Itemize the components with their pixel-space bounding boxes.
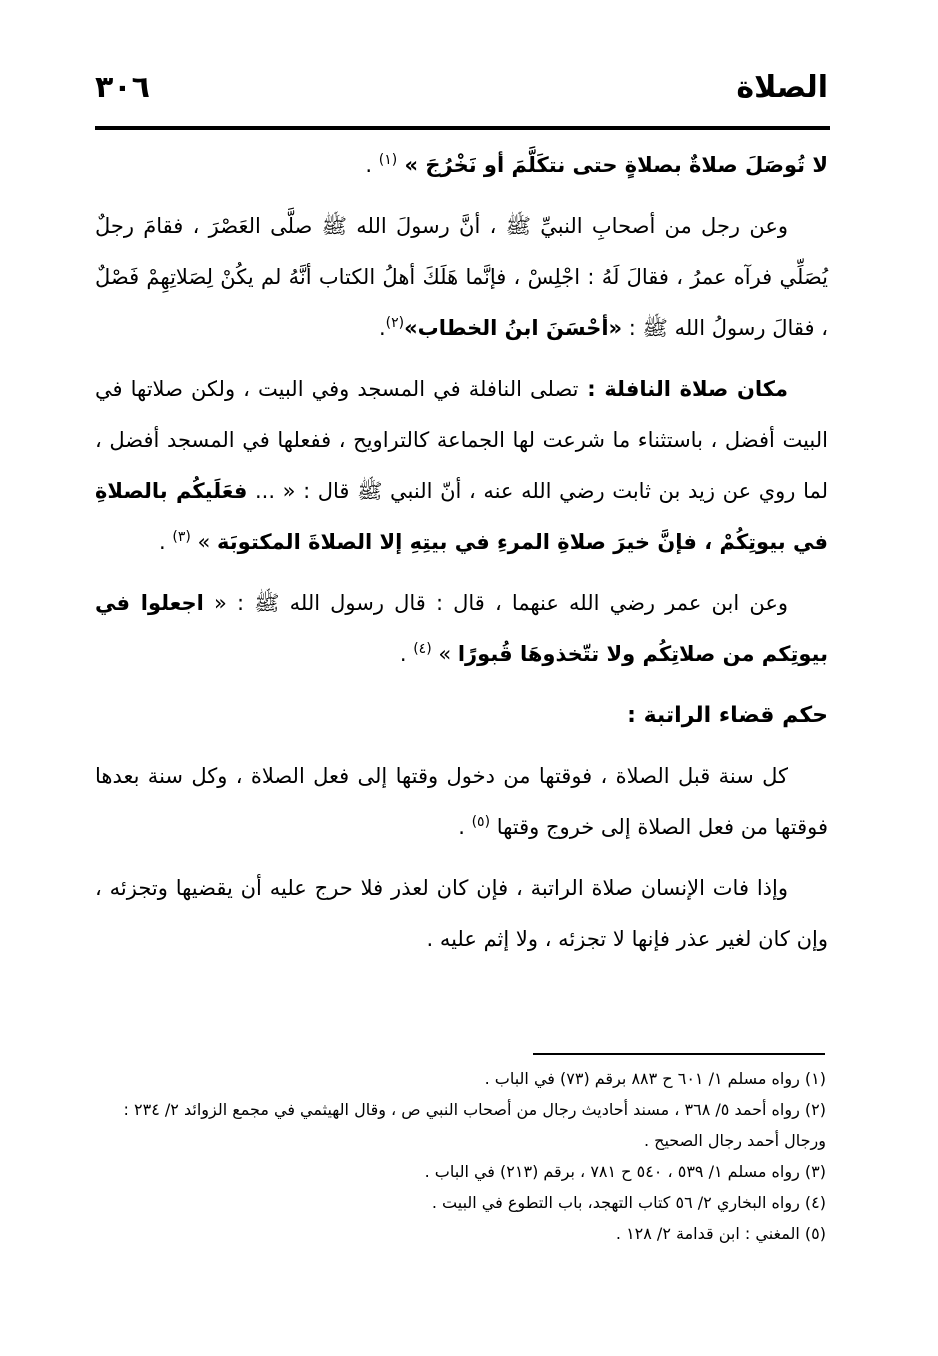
footnote-ref-4: (٤) [413, 641, 432, 657]
footnote-ref-2: (٢) [385, 315, 405, 331]
section-title-nafila-place: مكان صلاة النافلة : [578, 377, 788, 401]
footnote-2: (٢) رواه أحمد ٥/ ٣٦٨ ، مسند أحاديث رجال من أصحاب النبي ص ، وقال الهيثمي في مجمع الزوائد ٢/ ٢٣٤ : ورجال أحمد رجال الصحيح . [123, 1100, 826, 1150]
punctuation: . [378, 316, 386, 340]
paragraph-hadith-continuation [95, 140, 828, 191]
punctuation: . [159, 530, 173, 554]
footnote-ref-5: (٥) [471, 814, 491, 830]
quote-close: » [431, 642, 458, 666]
chapter-title: الصلاة [736, 70, 828, 105]
paragraph-missed-ratiba: وإذا فات الإنسان صلاة الراتبة ، فإن كان لعذر فلا حرج عليه أن يقضيها وتجزئه ، وإن كان لغير عذر فإنها لا تجزئه ، ولا إثم عليه . [95, 876, 828, 951]
page-header [95, 70, 828, 120]
hadith-quote: لا تُوصَلَ صلاةٌ بصلاةٍ حتى نتكَلَّمَ أو نَخْرُجَ » [397, 153, 828, 177]
narration-text: وعن ابن عمر رضي الله عنهما ، قال : قال رسول الله ﷺ : « [203, 591, 788, 615]
footnote-ref-1: (١) [378, 152, 398, 168]
ratiba-text: كل سنة قبل الصلاة ، فوقتها من دخول وقتها إلى فعل الصلاة ، وكل سنة بعدها فوقتها من فعل الصلاة إلى خروج وقتها [95, 764, 828, 839]
hadith-quote: «أحْسَنَ ابنُ الخطاب» [404, 316, 623, 340]
footnote-1: (١) رواه مسلم ١/ ٦٠١ ح ٨٨٣ برقم (٧٣) في الباب . [484, 1069, 826, 1088]
footnote-ref-3: (٣) [172, 529, 191, 545]
punctuation: . [399, 642, 414, 666]
quote-close: » [190, 530, 218, 554]
paragraph-ratiba-time [95, 751, 828, 853]
footnotes [95, 1063, 826, 1249]
punctuation: . [365, 153, 379, 177]
paragraph-companion-narration [95, 201, 828, 354]
narration-text: وعن رجل من أصحابِ النبيِّ ﷺ ، أنَّ رسولَ الله ﷺ صلَّى العَصْرَ ، فقامَ رجلٌ يُصَلِّي فرآه عمرُ ، فقالَ لَهُ : اجْلِسْ ، فإنَّما هَلَكَ أهلُ الكتاب أنَّهُ لم يكُنْ لِصَلاتِهِمْ فَصْلٌ ، فقالَ رسولُ الله ﷺ : [95, 214, 828, 340]
page-number: ٣٠٦ [95, 70, 150, 105]
nafila-text: تصلى النافلة في المسجد وفي البيت ، ولكن صلاتها في البيت أفضل ، باستثناء ما شرعت لها الجماعة كالتراويح ، ففعلها في المسجد أفضل ، لما روي عن زيد بن ثابت رضي الله عنه ، أنّ النبي ﷺ قال : « ... [95, 377, 829, 503]
main-text [95, 140, 828, 975]
punctuation: . [458, 815, 472, 839]
footnote-4: (٤) رواه البخاري ٢/ ٥٦ كتاب التهجد، باب التطوع في البيت . [431, 1193, 826, 1212]
paragraph-nafila-place [95, 364, 828, 568]
section-heading-ratiba: حكم قضاء الراتبة : [627, 703, 828, 728]
footnote-divider [533, 1053, 825, 1055]
hadith-quote: فعَلَيكُم بالصلاةِ في بيوتِكُمْ ، فإنَّ خيرَ صلاةِ المرءِ في بيتِهِ إلا الصلاةَ المكتوبَة [95, 479, 828, 554]
footnote-3: (٣) رواه مسلم ١/ ٥٣٩ ، ٥٤٠ ح ٧٨١ ، برقم (٢١٣) في الباب . [424, 1162, 826, 1181]
header-divider [95, 126, 830, 130]
footnote-5: (٥) المغني : ابن قدامة ٢/ ١٢٨ . [615, 1224, 826, 1243]
paragraph-ibn-umar [95, 578, 828, 680]
hadith-quote: اجعلوا في بيوتِكم من صلاتِكُم ولا تتّخذوهَا قُبورًا [95, 591, 828, 666]
